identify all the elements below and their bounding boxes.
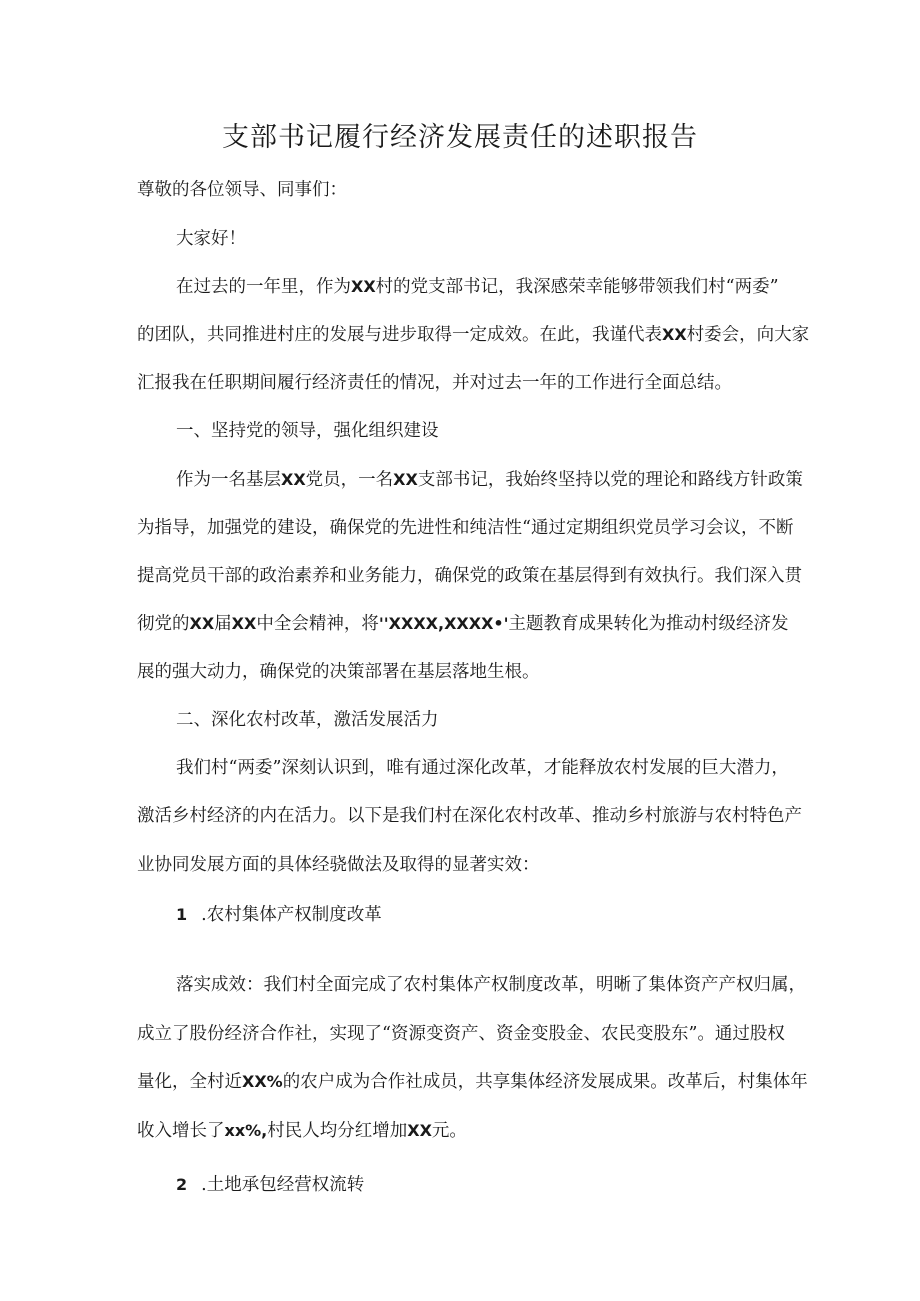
paragraph-2-line-3: 提高党员干部的政治素养和业务能力，确保党的政策在基层得到有效执行。我们深入贯 (137, 566, 802, 586)
placeholder-xx: XX (189, 614, 215, 633)
text: 届 (214, 614, 232, 634)
text: 在过去的一年里，作为 (176, 277, 351, 297)
list-label: .农村集体产权制度改革 (201, 905, 382, 925)
text: 中全会精神，将 (256, 614, 379, 634)
paragraph-1-line-3: 汇报我在任职期间履行经济责任的情况，并对过去一年的工作进行全面总结。 (137, 373, 732, 393)
text: 作为一名基层 (176, 470, 281, 490)
text: 村民人均分红增加 (267, 1121, 408, 1141)
text: 量化，全村近 (137, 1072, 242, 1092)
greeting: 大家好！ (176, 229, 246, 249)
placeholder-xx: XX (662, 325, 687, 344)
placeholder-xx: XX (407, 1121, 432, 1140)
text: 元。 (431, 1121, 467, 1141)
text: 村委会，向大家 (686, 325, 810, 345)
placeholder-theme: ''XXXX,XXXX•' (378, 614, 509, 633)
paragraph-4-line-2: 成立了股份经济合作社，实现了“资源变资产、资金变股金、农民变股东”。通过股权 (137, 1024, 785, 1044)
text: 主题教育成果转化为推动村级经济发 (508, 614, 789, 634)
paragraph-3-line-3: 业协同发展方面的具体经骁做法及取得的显著实效： (137, 855, 540, 875)
paragraph-3-line-2: 激活乡村经济的内在活力。以下是我们村在深化农村改革、推动乡村旅游与农村特色产 (137, 806, 802, 826)
text: 收入增长了 (137, 1121, 225, 1141)
paragraph-4-line-1: 落实成效：我们村全面完成了农村集体产权制度改革，明晰了集体资产产权归属， (176, 975, 806, 995)
paragraph-4-line-3 (137, 1069, 808, 1095)
text: 彻党的 (137, 614, 190, 634)
text: 支部书记，我始终坚持以党的理论和路线方针政策 (417, 470, 803, 490)
list-item-2 (176, 1172, 364, 1198)
list-number: 1 (176, 905, 188, 924)
paragraph-2-line-5: 展的强大动力，确保党的决策部署在基层落地生根。 (137, 662, 540, 682)
paragraph-4-line-4 (137, 1118, 467, 1144)
paragraph-3-line-1: 我们村“两委”深刻认识到，唯有通过深化改革，才能释放农村发展的巨大潜力， (176, 758, 789, 778)
section-heading-1: 一、坚持党的领导，强化组织建设 (176, 421, 439, 441)
salutation: 尊敬的各位领导、同事们： (137, 180, 347, 200)
document-title: 支部书记履行经济发展责任的述职报告 (222, 122, 698, 153)
placeholder-xx: XX (281, 470, 306, 489)
list-number: 2 (176, 1175, 188, 1194)
text: 党员，一名 (305, 470, 394, 490)
text: 村的党支部书记，我深感荣幸能够带领我们村“两委” (375, 277, 779, 297)
list-label: .土地承包经营权流转 (201, 1175, 365, 1195)
placeholder-xx: XX (351, 277, 376, 296)
paragraph-1-line-2 (137, 322, 809, 348)
paragraph-2-line-1 (176, 467, 803, 493)
paragraph-2-line-4 (137, 611, 789, 637)
placeholder-percent: XX% (242, 1072, 283, 1091)
paragraph-2-line-2: 为指导，加强党的建设，确保党的先进性和纯洁性“通过定期组织党员学习会议，不断 (137, 518, 794, 538)
list-item-1 (176, 902, 382, 928)
placeholder-xx: XX (231, 614, 257, 633)
placeholder-xx: XX (393, 470, 418, 489)
paragraph-1-line-1 (176, 274, 779, 300)
text: 的农户成为合作社成员，共享集体经济发展成果。改革后，村集体年 (282, 1072, 808, 1092)
placeholder-percent: xx%, (224, 1121, 268, 1140)
text: 的团队，共同推进村庄的发展与进步取得一定成效。在此，我谨代表 (137, 325, 662, 345)
section-heading-2: 二、深化农村改革，激活发展活力 (176, 710, 439, 730)
